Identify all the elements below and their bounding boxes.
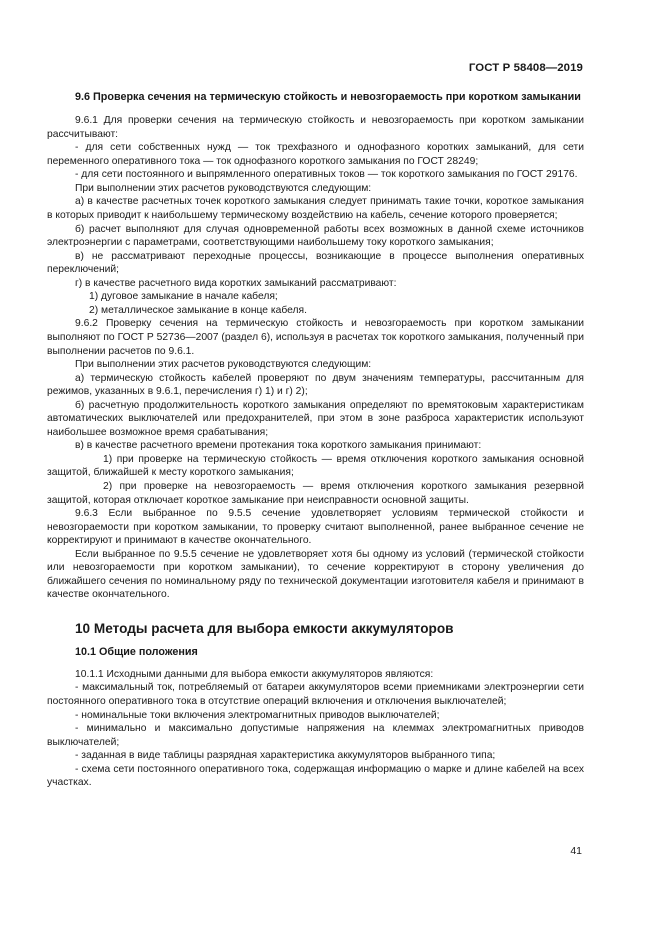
- paragraph: Если выбранное по 9.5.5 сечение не удовлетворяет хотя бы одному из условий (термической стойкости или невозгораемости при коротком замыкании), то сечение корректируют в сторону увеличения до ближайшего сечения по номинальному ряду по технической документации изготовителя кабеля и принимают в качестве окончательного.: [47, 548, 584, 601]
- list-item: в) не рассматривают переходные процессы, возникающие в процессе выполнения оперативных переключений;: [47, 250, 584, 276]
- list-item: б) расчет выполняют для случая одновременной работы всех возможных в данной схеме источников электроэнергии с параметрами, соответствующими наибольшему току короткого замыкания;: [47, 223, 584, 249]
- list-item: - схема сети постоянного оперативного тока, содержащая информацию о марке и длине кабелей на всех участках.: [47, 763, 584, 789]
- sub-list-item: 1) дуговое замыкание в начале кабеля;: [89, 291, 278, 303]
- section-10-1-title: 10.1 Общие положения: [75, 645, 198, 658]
- paragraph: При выполнении этих расчетов руководствуются следующим:: [75, 182, 372, 194]
- list-item: - для сети собственных нужд — ток трехфазного и однофазного коротких замыканий, для сети переменного оперативного тока — ток однофазного короткого замыкания по ГОСТ 28249;: [47, 142, 584, 167]
- paragraph: 9.6.1 Для проверки сечения на термическую стойкость и невозгораемость при коротком замыкании рассчитывают:: [47, 115, 584, 140]
- section-10-title: 10 Методы расчета для выбора емкости аккумуляторов: [75, 620, 454, 636]
- list-item: б) расчетную продолжительность короткого замыкания определяют по времятоковым характеристикам автоматических выключателей или предохранителей, при этом в зоне разброса характеристик используют наибольшее возможное время срабатывания;: [47, 399, 584, 438]
- list-item: а) термическую стойкость кабелей проверяют по двум значениям температуры, рассчитанным для режимов, указанных в 9.6.1, перечисления г) 1) и г) 2);: [47, 372, 584, 398]
- list-item: в) в качестве расчетного времени протекания тока короткого замыкания принимают:: [75, 440, 482, 452]
- paragraph: 10.1.1 Исходными данными для выбора емкости аккумуляторов являются:: [75, 668, 434, 680]
- page-content: [47, 91, 584, 790]
- paragraph: При выполнении этих расчетов руководствуются следующим:: [75, 359, 372, 371]
- list-item: - максимальный ток, потребляемый от батареи аккумуляторов всеми приемниками электроэнергии сети постоянного оперативного тока в отсутствие операций включения и отключения выключателей;: [47, 682, 584, 707]
- sub-list-item: 1) при проверке на термическую стойкость — время отключения короткого замыкания основной защитой, ближайшей к месту короткого замыкания;: [47, 453, 584, 479]
- list-item: - для сети постоянного и выпрямленного оперативных токов — ток короткого замыкания по ГОСТ 29176.: [75, 169, 578, 181]
- page-number: 41: [570, 845, 582, 857]
- paragraph: 9.6.2 Проверку сечения на термическую стойкость и невозгораемость при коротком замыкании выполняют по ГОСТ Р 52736—2007 (раздел 6), используя в расчетах ток короткого замыкания, полученный при выполнении расчетов по 9.6.1.: [47, 318, 584, 357]
- sub-list-item: 2) металлическое замыкание в конце кабеля.: [89, 304, 307, 316]
- list-item: г) в качестве расчетного вида коротких замыканий рассматривают:: [75, 277, 397, 289]
- section-9-6-title: 9.6 Проверка сечения на термическую стойкость и невозгораемость при коротком замыкании: [75, 91, 581, 103]
- document-id-header: ГОСТ Р 58408—2019: [468, 62, 583, 74]
- list-item: - заданная в виде таблицы разрядная характеристика аккумуляторов выбранного типа;: [75, 750, 496, 762]
- paragraph: 9.6.3 Если выбранное по 9.5.5 сечение удовлетворяет условиям термической стойкости и невозгораемости при коротком замыкании, то проверку считают выполненной, ранее выбранное сечение не корректируют и принимают в качестве окончательного.: [47, 508, 584, 547]
- sub-list-item: 2) при проверке на невозгораемость — время отключения короткого замыкания резервной защитой, которая отключает короткое замыкание при неисправности основной защиты.: [47, 480, 584, 506]
- list-item: - номинальные токи включения электромагнитных приводов выключателей;: [75, 709, 440, 721]
- list-item: - минимально и максимально допустимые напряжения на клеммах электромагнитных приводов выключателей;: [47, 723, 584, 748]
- list-item: а) в качестве расчетных точек короткого замыкания следует принимать такие точки, короткое замыкания в которых приводит к наибольшему термическому воздействию на кабель, сечение которого проверяется;: [47, 196, 584, 222]
